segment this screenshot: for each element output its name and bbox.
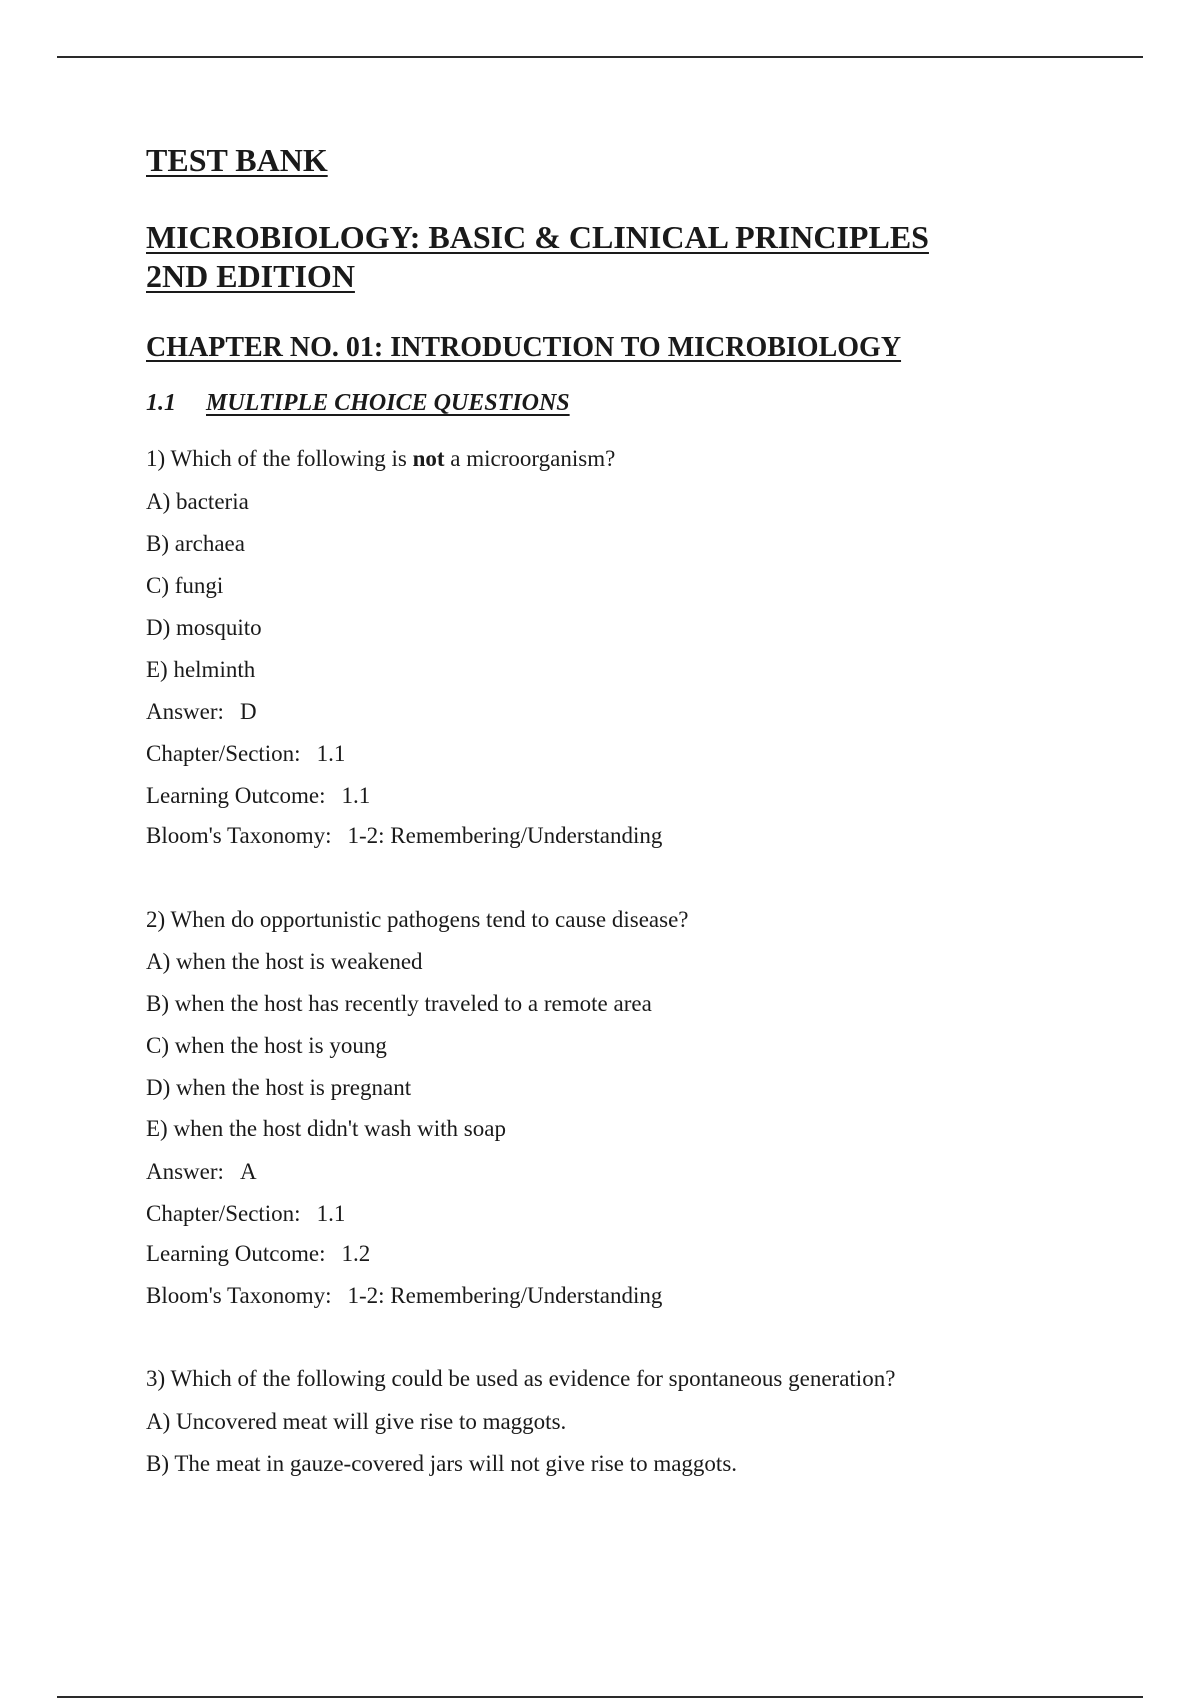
question-2-bloom [146,1283,662,1309]
question-1-learning-outcome [146,783,370,809]
answer-label: Answer: [146,1159,224,1184]
question-1-prefix: 1) Which of the following is [146,446,413,471]
question-1-option-c: C) fungi [146,573,224,598]
bloom-label: Bloom's Taxonomy: [146,1283,332,1308]
section-number: 1.1 [146,390,176,416]
question-2-option-c: C) when the host is young [146,1033,387,1058]
question-2-learning-outcome [146,1241,370,1267]
question-2-answer [146,1159,257,1185]
question-2-option-e: E) when the host didn't wash with soap [146,1116,506,1141]
question-1-chapter-section [146,741,345,767]
book-title-line-1: MICROBIOLOGY: BASIC & CLINICAL PRINCIPLES [146,219,929,255]
answer-value: D [239,699,257,724]
bottom-rule [57,1696,1143,1698]
question-3-option-b: B) The meat in gauze-covered jars will not give rise to maggots. [146,1451,738,1476]
answer-label: Answer: [146,699,224,724]
test-bank-heading: TEST BANK [146,142,328,178]
answer-value: A [239,1159,257,1184]
question-2-option-b: B) when the host has recently traveled to a remote area [146,991,652,1016]
chapter-section-label: Chapter/Section: [146,1201,301,1226]
question-1-option-b: B) archaea [146,531,245,556]
chapter-section-label: Chapter/Section: [146,741,301,766]
learning-outcome-value: 1.1 [341,783,371,808]
question-1-option-d: D) mosquito [146,615,262,640]
question-3-text: 3) Which of the following could be used as evidence for spontaneous generation? [146,1366,896,1391]
book-title [146,218,929,296]
question-1-option-e: E) helminth [146,657,256,682]
chapter-heading: CHAPTER NO. 01: INTRODUCTION TO MICROBIOLOGY [146,332,902,363]
section-title: MULTIPLE CHOICE QUESTIONS [206,390,570,416]
question-1-answer [146,699,257,725]
learning-outcome-value: 1.2 [341,1241,371,1266]
section-heading [146,390,570,417]
bloom-label: Bloom's Taxonomy: [146,823,332,848]
bloom-value: 1-2: Remembering/Understanding [347,1283,663,1308]
question-1-option-a: A) bacteria [146,489,249,514]
question-2-option-a: A) when the host is weakened [146,949,423,974]
question-1-text [146,446,615,472]
question-1-bloom [146,823,662,849]
chapter-section-value: 1.1 [316,741,346,766]
question-2-chapter-section [146,1201,345,1227]
learning-outcome-label: Learning Outcome: [146,783,326,808]
question-2-text: 2) When do opportunistic pathogens tend to cause disease? [146,907,689,932]
book-title-line-2: 2ND EDITION [146,258,355,294]
top-rule [57,56,1143,58]
question-1-emphasis: not [412,446,445,471]
learning-outcome-label: Learning Outcome: [146,1241,326,1266]
question-2-option-d: D) when the host is pregnant [146,1075,412,1100]
bloom-value: 1-2: Remembering/Understanding [347,823,663,848]
question-3-option-a: A) Uncovered meat will give rise to maggots. [146,1409,567,1434]
question-1-suffix: a microorganism? [444,446,616,471]
chapter-section-value: 1.1 [316,1201,346,1226]
